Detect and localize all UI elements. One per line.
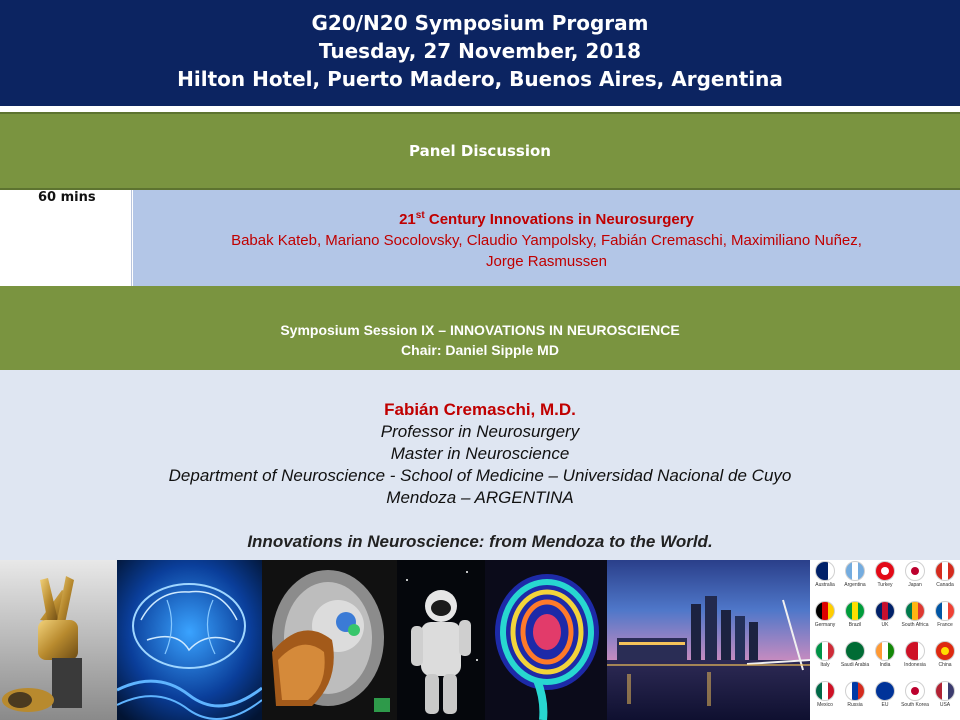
speaker-role-2: Master in Neuroscience — [390, 444, 570, 463]
flag-label: Russia — [847, 702, 863, 708]
session-chair: Chair: Daniel Sipple MD — [401, 342, 559, 358]
flag-icon — [905, 561, 925, 581]
flag-icon — [875, 601, 895, 621]
speaker-city: Mendoza – — [386, 488, 475, 507]
flag-label: Indonesia — [904, 662, 926, 668]
speaker-role-1: Professor in Neurosurgery — [380, 422, 580, 441]
flag-icon — [845, 681, 865, 701]
flag-icon — [905, 641, 925, 661]
flag-south-korea — [900, 680, 930, 712]
speaker-department: Department of Neuroscience - School of Medicine – Universidad Nacional de Cuyo — [168, 466, 792, 485]
robotic-hand-image — [0, 560, 117, 720]
flag-label: China — [938, 662, 952, 668]
speaker-name: Fabián Cremaschi, M.D. — [384, 400, 576, 419]
flag-brazil — [840, 600, 870, 632]
talk-title-number: 21 — [399, 211, 416, 228]
flag-label: Turkey — [877, 582, 893, 588]
flag-label: South Africa — [901, 622, 929, 628]
time-cell — [0, 190, 132, 286]
flag-icon — [845, 601, 865, 621]
talk-title — [133, 205, 960, 230]
flag-icon — [935, 601, 955, 621]
digital-brain-image — [117, 560, 262, 720]
flag-label: EU — [881, 702, 889, 708]
flag-label: Germany — [814, 622, 836, 628]
panel-discussion-title: Panel Discussion — [408, 142, 551, 160]
flag-turkey — [870, 560, 900, 592]
flag-italy — [810, 640, 840, 672]
flag-label: Saudi Arabia — [840, 662, 870, 668]
mri-head-image — [262, 560, 397, 720]
talk-speakers-line2: Jorge Rasmussen — [486, 253, 607, 270]
session-title: Symposium Session IX – INNOVATIONS IN NEUROSCIENCE — [280, 322, 680, 338]
flag-label: Mexico — [817, 702, 833, 708]
flag-icon — [815, 641, 835, 661]
flag-indonesia — [900, 640, 930, 672]
puerto-madero-skyline-image — [607, 560, 810, 720]
flag-eu — [870, 680, 900, 712]
program-venue: Hilton Hotel, Puerto Madero, Buenos Aires, Argentina — [177, 67, 783, 91]
flag-icon — [815, 561, 835, 581]
flag-usa — [930, 680, 960, 712]
flag-label: Australia — [815, 582, 835, 588]
flag-icon — [875, 641, 895, 661]
program-date: Tuesday, 27 November, 2018 — [318, 39, 642, 63]
flag-japan — [900, 560, 930, 592]
talk-duration: 60 mins — [38, 190, 96, 205]
flag-argentina — [840, 560, 870, 592]
flag-label: France — [937, 622, 953, 628]
colorful-brain-image — [485, 560, 607, 720]
talk-title-ordinal: st — [415, 210, 425, 221]
flag-china — [930, 640, 960, 672]
flag-icon — [905, 601, 925, 621]
panel-discussion-band — [0, 112, 960, 190]
speaker-block — [0, 370, 960, 560]
flag-icon — [935, 561, 955, 581]
astronaut-image — [397, 560, 485, 720]
program-title: G20/N20 Symposium Program — [311, 11, 649, 35]
flag-india — [870, 640, 900, 672]
flag-saudi-arabia — [840, 640, 870, 672]
flag-label: India — [879, 662, 891, 668]
flag-icon — [875, 561, 895, 581]
flag-label: USA — [939, 702, 951, 708]
flag-icon — [815, 601, 835, 621]
flag-label: Italy — [820, 662, 830, 668]
talk-cell — [133, 190, 960, 286]
flag-russia — [840, 680, 870, 712]
flag-south-africa — [900, 600, 930, 632]
flag-icon — [845, 641, 865, 661]
flag-australia — [810, 560, 840, 592]
speaker-country: ARGENTINA — [474, 488, 574, 507]
flag-icon — [845, 561, 865, 581]
talk-speakers-line1: Babak Kateb, Mariano Socolovsky, Claudio Yampolsky, Fabián Cremaschi, Maximiliano Nuñez, — [231, 232, 862, 249]
program-header — [0, 0, 960, 106]
speaker-location — [0, 487, 960, 509]
image-strip — [0, 560, 960, 720]
flag-label: Canada — [936, 582, 954, 588]
flag-icon — [875, 681, 895, 701]
flag-mexico — [810, 680, 840, 712]
talk-title-text: Century Innovations in Neurosurgery — [424, 211, 694, 228]
flag-germany — [810, 600, 840, 632]
session-band — [0, 286, 960, 370]
flag-icon — [935, 681, 955, 701]
flag-icon — [815, 681, 835, 701]
flag-label: Japan — [908, 582, 922, 588]
speaker-talk-topic: Innovations in Neuroscience: from Mendoza to the World. — [247, 532, 713, 551]
g20-flags-grid — [810, 560, 960, 720]
flag-label: Argentina — [844, 582, 866, 588]
flag-label: Brazil — [848, 622, 862, 628]
flag-uk — [870, 600, 900, 632]
flag-label: South Korea — [901, 702, 929, 708]
flag-france — [930, 600, 960, 632]
flag-icon — [905, 681, 925, 701]
talk-row — [0, 190, 960, 286]
flag-icon — [935, 641, 955, 661]
flag-canada — [930, 560, 960, 592]
flag-label: UK — [881, 622, 889, 628]
